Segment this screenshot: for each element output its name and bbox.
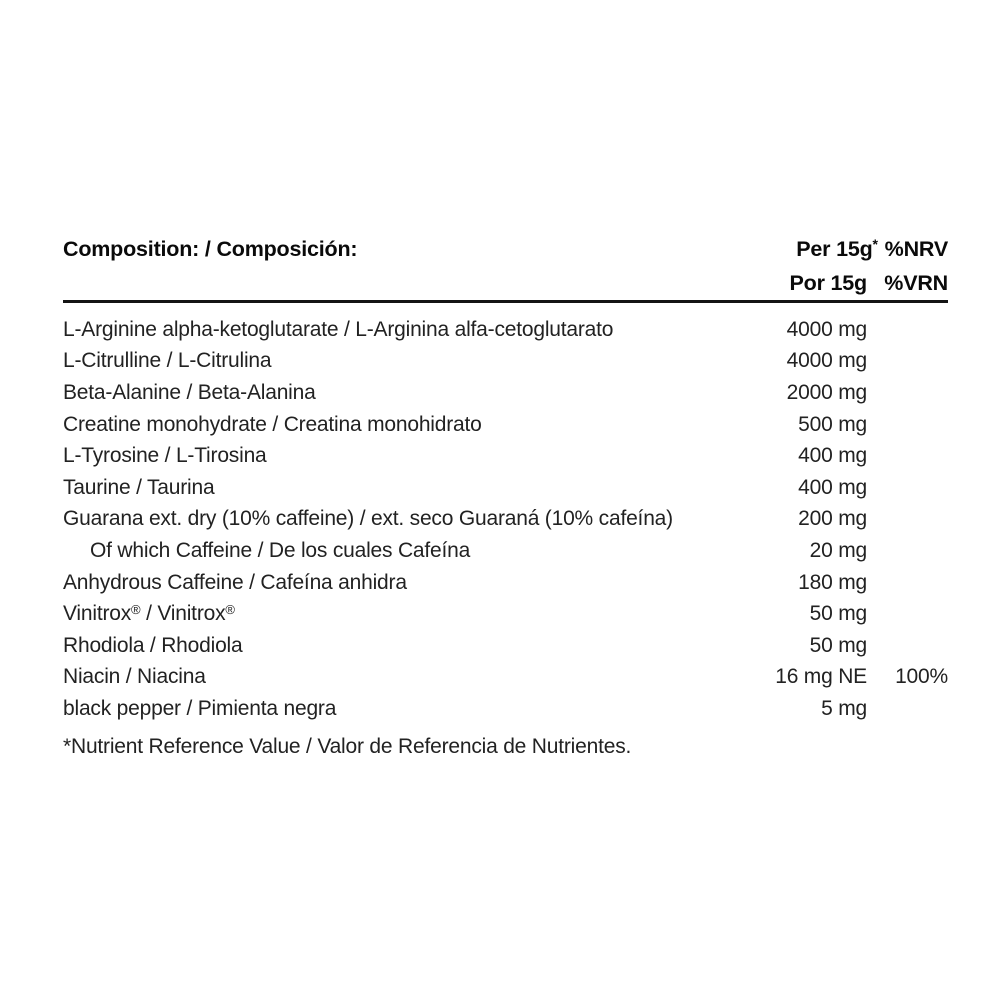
ingredient-name: Vinitrox® / Vinitrox®	[63, 602, 235, 626]
table-title: Composition: / Composición:	[63, 236, 358, 261]
ingredient-amount: 400 mg	[798, 444, 867, 468]
footnote-asterisk: *	[872, 236, 878, 252]
table-row	[63, 535, 948, 567]
table-row	[63, 472, 948, 504]
table-row	[63, 409, 948, 441]
ingredient-amount: 50 mg	[809, 602, 867, 626]
column-header-per-serving-en: Per 15g*	[796, 236, 878, 261]
ingredient-name: L-Tyrosine / L-Tirosina	[63, 444, 267, 468]
ingredient-name: L-Citrulline / L-Citrulina	[63, 349, 272, 373]
table-row	[63, 377, 948, 409]
ingredient-name: Anhydrous Caffeine / Cafeína anhidra	[63, 570, 407, 594]
ingredient-name: Guarana ext. dry (10% caffeine) / ext. seco Guaraná (10% cafeína)	[63, 507, 673, 531]
nrv-footnote: *Nutrient Reference Value / Valor de Referencia de Nutrientes.	[63, 734, 632, 758]
ingredient-amount: 4000 mg	[786, 349, 867, 373]
table-row	[63, 598, 948, 630]
ingredient-amount: 20 mg	[809, 538, 867, 562]
ingredient-name: L-Arginine alpha-ketoglutarate / L-Arginina alfa-cetoglutarato	[63, 317, 614, 341]
table-header-line-1	[63, 232, 948, 266]
ingredient-amount: 4000 mg	[786, 317, 867, 341]
ingredient-amount: 50 mg	[809, 633, 867, 657]
header-divider-rule	[63, 300, 948, 303]
ingredient-name: Rhodiola / Rhodiola	[63, 633, 243, 657]
column-header-nrv-es: %VRN	[884, 270, 948, 295]
table-row	[63, 662, 948, 694]
ingredient-amount: 5 mg	[821, 696, 867, 720]
table-row	[63, 504, 948, 536]
ingredient-amount: 2000 mg	[786, 380, 867, 404]
ingredient-amount: 180 mg	[798, 570, 867, 594]
ingredient-name: Beta-Alanine / Beta-Alanina	[63, 380, 316, 404]
column-header-nrv-en: %NRV	[884, 236, 948, 261]
table-row	[63, 693, 948, 725]
table-row	[63, 346, 948, 378]
registered-trademark-symbol: ®	[131, 602, 141, 618]
ingredient-name: black pepper / Pimienta negra	[63, 696, 337, 720]
ingredient-amount: 16 mg NE	[775, 665, 867, 689]
ingredient-name: Taurine / Taurina	[63, 475, 215, 499]
composition-table	[63, 232, 948, 757]
ingredient-rows	[63, 314, 948, 725]
registered-trademark-symbol: ®	[225, 602, 235, 618]
ingredient-amount: 500 mg	[798, 412, 867, 436]
ingredient-name: Niacin / Niacina	[63, 665, 206, 689]
ingredient-nrv: 100%	[895, 665, 948, 689]
table-row	[63, 567, 948, 599]
column-header-per-serving-es: Por 15g	[789, 270, 867, 295]
ingredient-name: Creatine monohydrate / Creatina monohidrato	[63, 412, 482, 436]
ingredient-name: Of which Caffeine / De los cuales Cafeína	[90, 538, 471, 562]
ingredient-amount: 200 mg	[798, 507, 867, 531]
ingredient-amount: 400 mg	[798, 475, 867, 499]
table-row	[63, 630, 948, 662]
table-row	[63, 440, 948, 472]
table-row	[63, 314, 948, 346]
table-header-line-2	[63, 266, 948, 300]
